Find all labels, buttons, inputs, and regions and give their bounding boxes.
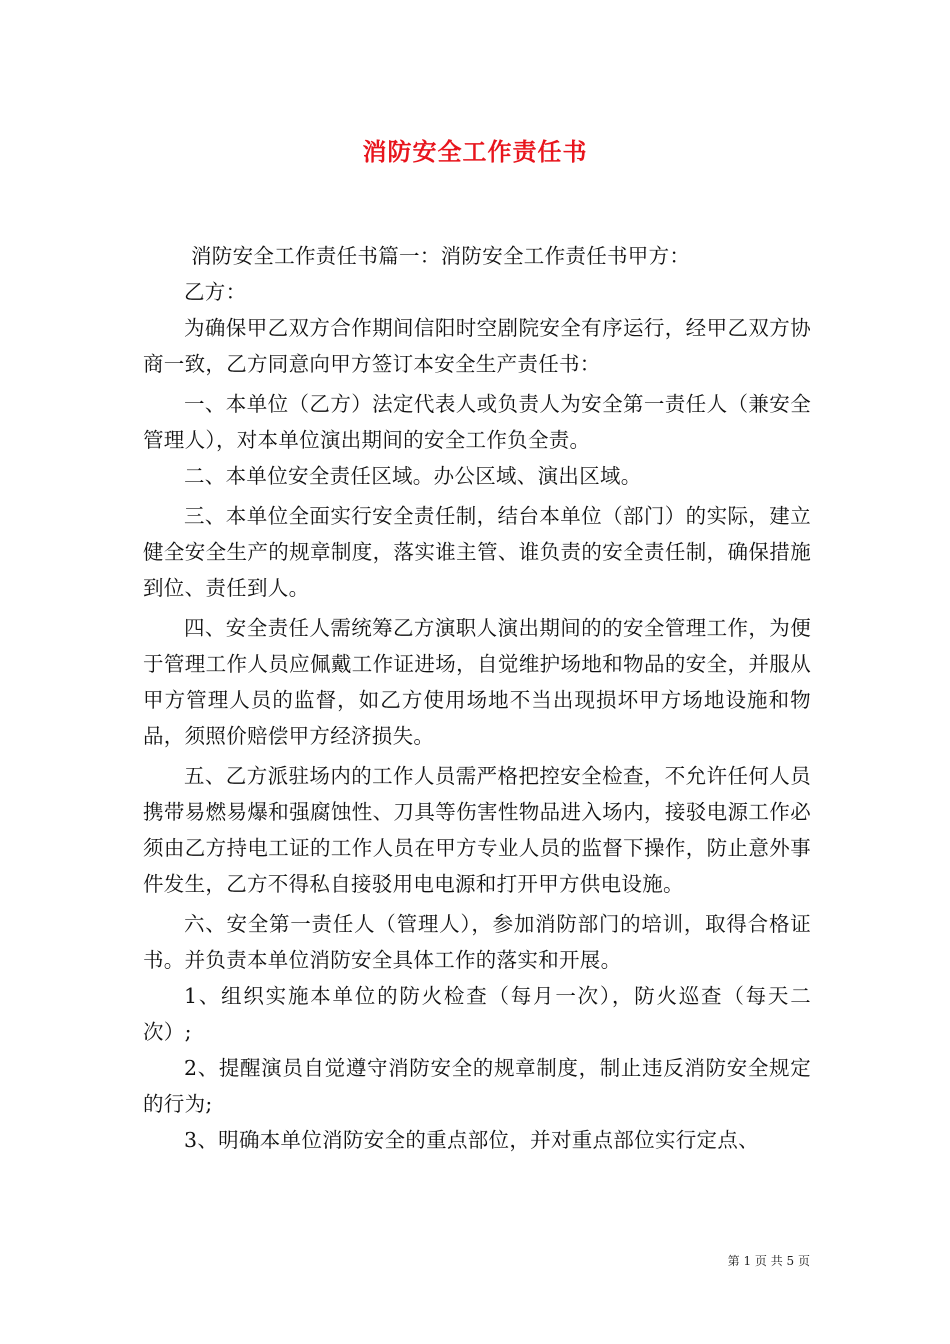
- document-title: 消防安全工作责任书: [362, 137, 588, 166]
- paragraph-item-1: 1、组织实施本单位的防火检查（每月一次），防火巡查（每天二次）;: [143, 984, 811, 1044]
- paragraph-clause-3: 三、本单位全面实行安全责任制，结台本单位（部门）的实际，建立健全安全生产的规章制度，落实谁主管、谁负责的安全责任制，确保措施到位、责任到人。: [143, 504, 811, 600]
- paragraph-purpose: 为确保甲乙双方合作期间信阳时空剧院安全有序运行，经甲乙双方协商一致，乙方同意向甲方签订本安全生产责任书：: [143, 316, 811, 376]
- page-indicator: 第 1 页 共 5 页: [727, 1254, 810, 1268]
- paragraph-clause-6: 六、安全第一责任人（管理人），参加消防部门的培训，取得合格证书。并负责本单位消防安全具体工作的落实和开展。: [143, 912, 811, 972]
- paragraph-intro: 消防安全工作责任书篇一：消防安全工作责任书甲方：: [191, 244, 691, 268]
- paragraph-clause-5: 五、乙方派驻场内的工作人员需严格把控安全检查，不允许任何人员携带易燃易爆和强腐蚀性、刀具等伤害性物品进入场内，接驳电源工作必须由乙方持电工证的工作人员在甲方专业人员的监督下操作，防止意外事件发生，乙方不得私自接驳用电电源和打开甲方供电设施。: [143, 764, 811, 896]
- paragraph-clause-4: 四、安全责任人需统筹乙方演职人演出期间的的安全管理工作，为便于管理工作人员应佩戴工作证进场，自觉维护场地和物品的安全，并服从甲方管理人员的监督，如乙方使用场地不当出现损坏甲方场地设施和物品，须照价赔偿甲方经济损失。: [143, 616, 811, 748]
- paragraph-item-2: 2、提醒演员自觉遵守消防安全的规章制度，制止违反消防安全规定的行为;: [143, 1056, 811, 1116]
- document-body: [143, 238, 811, 1158]
- paragraph-clause-1: 一、本单位（乙方）法定代表人或负责人为安全第一责任人（兼安全管理人），对本单位演出期间的安全工作负全责。: [143, 392, 811, 452]
- paragraph-party-b: 乙方：: [184, 280, 247, 304]
- paragraph-item-3: 3、明确本单位消防安全的重点部位，并对重点部位实行定点、: [184, 1128, 759, 1152]
- paragraph-clause-2: 二、本单位安全责任区域。办公区域、演出区域。: [184, 464, 642, 488]
